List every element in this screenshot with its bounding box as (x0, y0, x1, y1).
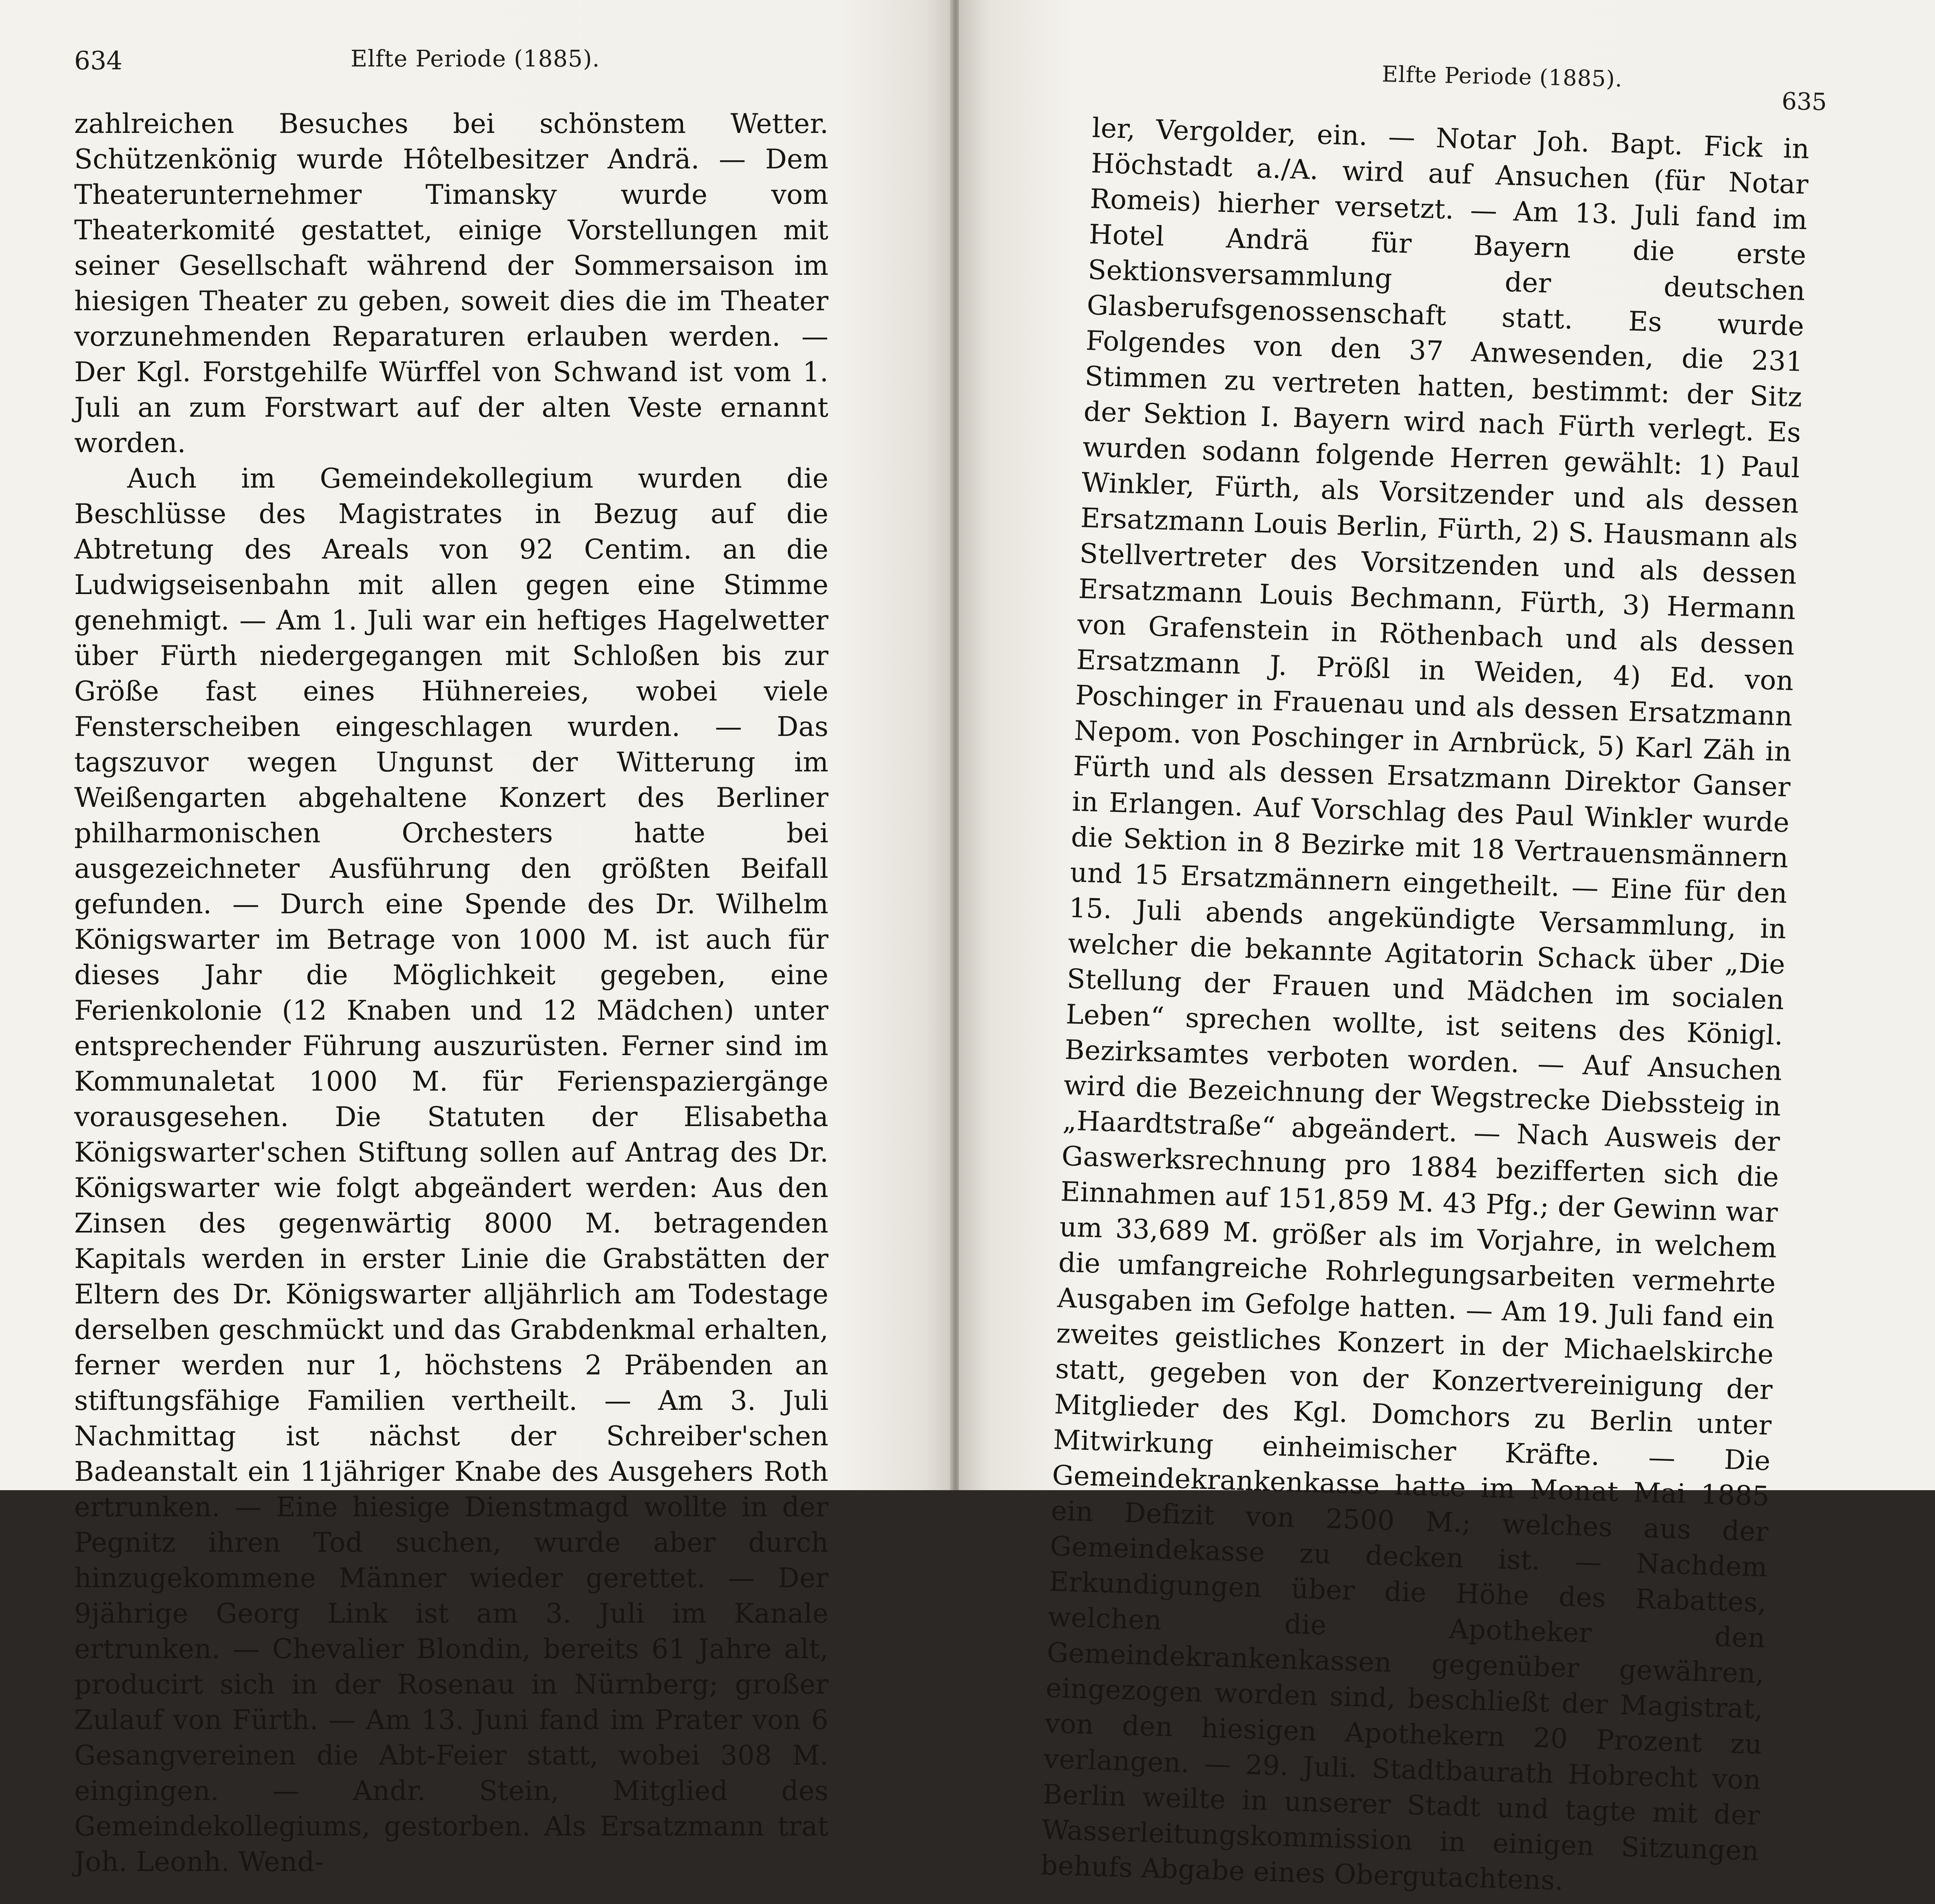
page-number: 635 (1781, 87, 1827, 116)
running-head: Elfte Periode (1885). (351, 46, 600, 72)
left-body-text (74, 106, 828, 1880)
paragraph: ler, Vergolder, ein. — Notar Joh. Bapt. Fick in Höchstadt a./A. wird auf Ansuchen (für Notar Romeis) hierher versetzt. — Am 13. Juli fand im Hotel Andrä für Bayern die erste Sektionsversammlung der deutschen Glasberufsgenossenschaft statt. Es wurde Folgendes von den 37 Anwesenden, die 231 Stimmen zu vertreten hatten, bestimmt: der Sitz der Sektion I. Bayern wird nach Fürth verlegt. Es wurden sodann folgende Herren gewählt: 1) Paul Winkler, Fürth, als Vorsitzender und als dessen Ersatzmann Louis Berlin, Fürth, 2) S. Hausmann als Stellvertreter des Vorsitzenden und als dessen Ersatzmann Louis Bechmann, Fürth, 3) Hermann von Grafenstein in Röthenbach und als dessen Ersatzmann J. Prößl in Weiden, 4) Ed. von Poschinger in Frauenau und als dessen Ersatzmann Nepom. von Poschinger in Arnbrück, 5) Karl Zäh in Fürth und als dessen Ersatzmann Direktor Ganser in Erlangen. Auf Vorschlag des Paul Winkler wurde die Sektion in 8 Bezirke mit 18 Vertrauensmännern und 15 Ersatzmännern eingetheilt. — Eine für den 15. Juli abends angekündigte Versammlung, in welcher die bekannte Agitatorin Schack über „Die Stellung der Frauen und Mädchen im socialen Leben“ sprechen wollte, ist seitens des Königl. Bezirksamtes verboten worden. — Auf Ansuchen wird die Bezeichnung der Wegstrecke Diebssteig in „Haardtstraße“ abgeändert. — Nach Ausweis der Gaswerksrechnung pro 1884 bezifferten sich die Einnahmen auf 151,859 M. 43 Pfg.; der Gewinn war um 33,689 M. größer als im Vorjahre, in welchem die umfangreiche Rohrlegungsarbeiten vermehrte Ausgaben im Gefolge hatten. — Am 19. Juli fand ein zweites geistliches Konzert in der Michaelskirche statt, gegeben von der Konzertvereinigung der Mitglieder des Kgl. Domchors zu Berlin unter Mitwirkung einheimischer Kräfte. — Die Gemeindekrankenkasse hatte im Monat Mai 1885 ein Defizit von 2500 M.; welches aus der Gemeindekasse zu decken ist. — Nachdem Erkundigungen über die Höhe des Rabattes, welchen die Apotheker den Gemeindekrankenkassen gegenüber gewähren, eingezogen worden sind, beschließt der Magistrat, von den hiesigen Apothekern 20 Prozent zu verlangen. — 29. Juli. Stadtbaurath Hobrecht von Berlin weilte in unserer Stadt und tagte mit der Wasserleitungskommission in einigen Sitzungen behufs Abgabe eines Obergutachtens. (1040, 112, 1810, 1897)
paragraph: zahlreichen Besuches bei schönstem Wetter. Schützenkönig wurde Hôtelbesitzer Andrä. — Dem Theaterunternehmer Timansky wurde vom Theaterkomité gestattet, einige Vorstellungen mit seiner Gesellschaft während der Sommersaison im hiesigen Theater zu geben, soweit dies die im Theater vorzunehmenden Reparaturen erlauben werden. — Der Kgl. Forstgehilfe Würffel von Schwand ist vom 1. Juli an zum Forstwart auf der alten Veste ernannt worden. (74, 108, 828, 459)
right-page (959, 0, 1935, 1897)
running-head: Elfte Periode (1885). (1381, 61, 1623, 92)
right-body-text (1040, 110, 1810, 1904)
page-number: 634 (74, 46, 123, 75)
paragraph: Auch im Gemeindekollegium wurden die Beschlüsse des Magistrates in Bezug auf die Abtretung des Areals von 92 Centim. an die Ludwigseisenbahn mit allen gegen eine Stimme genehmigt. — Am 1. Juli war ein heftiges Hagelwetter über Fürth niedergegangen mit Schloßen bis zur Größe fast eines Hühnereies, wobei viele Fensterscheiben eingeschlagen wurden. — Das tagszuvor wegen Ungunst der Witterung im Weißengarten abgehaltene Konzert des Berliner philharmonischen Orchesters hatte bei ausgezeichneter Ausführung den größten Beifall gefunden. — Durch eine Spende des Dr. Wilhelm Königswarter im Betrage von 1000 M. ist auch für dieses Jahr die Möglichkeit gegeben, eine Ferienkolonie (12 Knaben und 12 Mädchen) unter entsprechender Führung auszurüsten. Ferner sind im Kommunaletat 1000 M. für Ferienspaziergänge vorausgesehen. Die Statuten der Elisabetha Königswarter'schen Stiftung sollen auf Antrag des Dr. Königswarter wie folgt abgeändert werden: Aus den Zinsen des gegenwärtig 8000 M. betragenden Kapitals werden in erster Linie die Grabstätten der Eltern des Dr. Königswarter alljährlich am Todestage derselben geschmückt und das Grabdenkmal erhalten, ferner werden nur 1, höchstens 2 Präbenden an stiftungsfähige Familien vertheilt. — Am 3. Juli Nachmittag ist nächst der Schreiber'schen Badeanstalt ein 11jähriger Knabe des Ausgehers Roth ertrunken. — Eine hiesige Dienstmagd wollte in der Pegnitz ihren Tod suchen, wurde aber durch hinzugekommene Männer wieder gerettet. — Der 9jährige Georg Link ist am 3. Juli im Kanale ertrunken. — Chevalier Blondin, bereits 61 Jahre alt, producirt sich in der Rosenau in Nürnberg; großer Zulauf von Fürth. — Am 13. Juni fand im Prater von 6 Gesangvereinen die Abt-Feier statt, wobei 308 M. eingingen. — Andr. Stein, Mitglied des Gemeindekollegiums, gestorben. Als Ersatzmann trat Joh. Leonh. Wend- (74, 463, 828, 1877)
left-page (0, 0, 952, 1877)
